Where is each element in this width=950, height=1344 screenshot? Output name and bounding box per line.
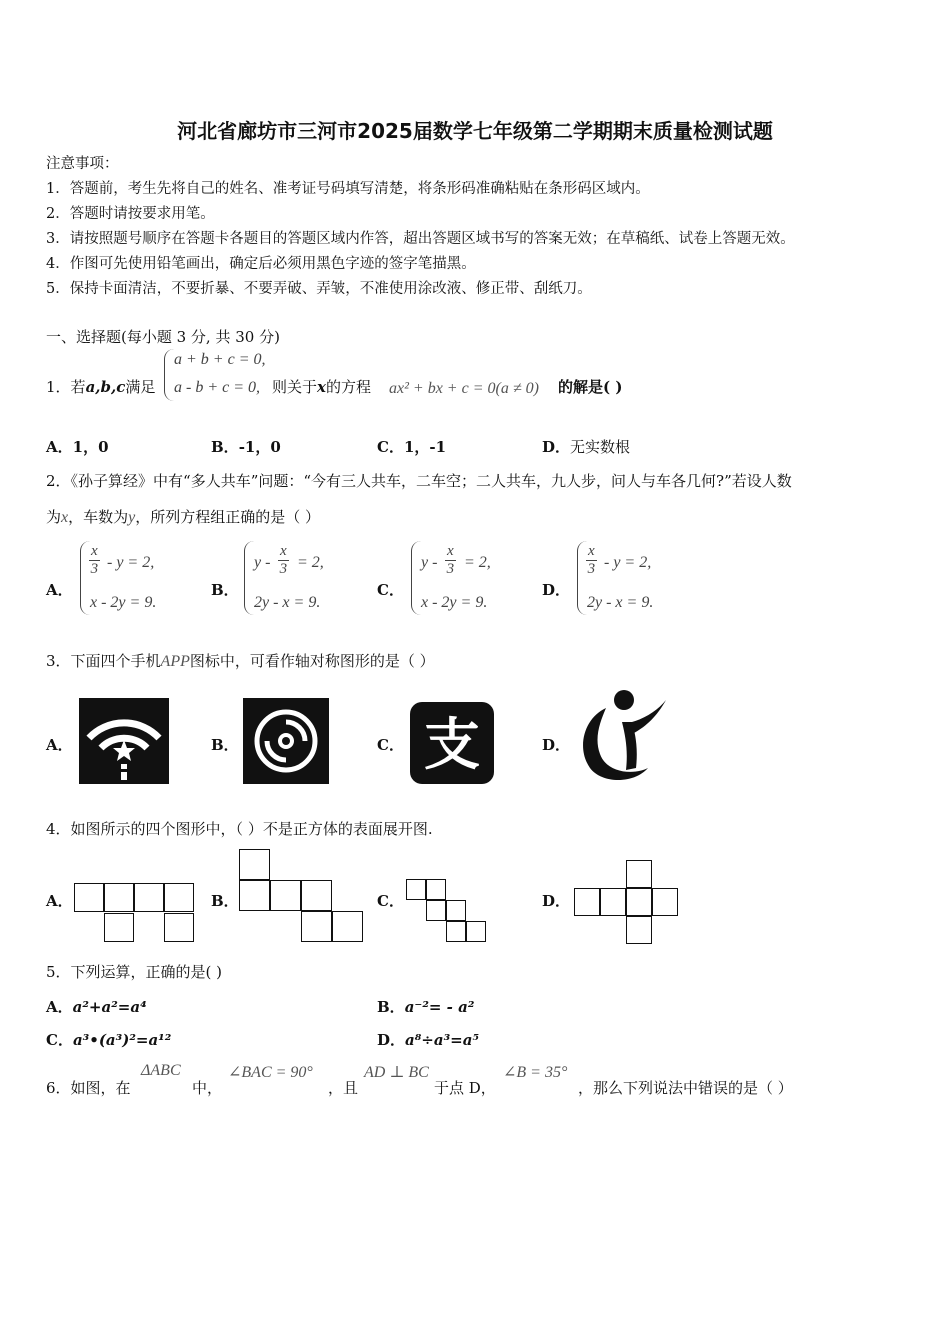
section-heading: 一、选择题(每小题 3 分, 共 30 分) (46, 328, 280, 346)
q2-b-row2: 2y - x = 9. (254, 594, 321, 611)
q2-a-row1: - y = 2, (107, 554, 155, 571)
q1-question-text: 则关于x的方程 (272, 378, 371, 396)
q1-equation: ax² + bx + c = 0(a ≠ 0) (389, 380, 539, 397)
q2-a-fraction: $\frac{x}{3}$ (90, 543, 99, 577)
q2-option-d-system[interactable] (577, 541, 681, 615)
q2-b-row1-right: = 2, (297, 554, 324, 571)
q1-system-row-1: a + b + c = 0, (174, 351, 266, 368)
q1-option-a[interactable]: A．1，0 (46, 438, 109, 456)
q2-text-line2: 为x，车数为y，所列方程组正确的是（ ） (46, 508, 321, 526)
q4-option-d-label[interactable]: D． (542, 892, 571, 910)
q1-option-d[interactable]: D．无实数根 (542, 438, 631, 456)
q3-option-d-label[interactable]: D． (542, 736, 571, 754)
q1-equation-system (164, 349, 273, 401)
q5-option-a[interactable]: A．a²+a²=a⁴ (46, 998, 147, 1016)
q2-c-row2: x - 2y = 9. (421, 594, 488, 611)
q2-b-fraction: $\frac{x}{3}$ (279, 543, 288, 577)
q4-text: 4．如图所示的四个图形中，（ ）不是正方体的表面展开图. (46, 820, 433, 838)
q2-text-line1: 2．《孙子算经》中有“多人共车”问题：“今有三人共车，二车空；二人共车，九人步，问人与车各几何?”若设人数 (46, 472, 792, 490)
notice-heading: 注意事项： (46, 156, 119, 172)
q2-option-a-label[interactable]: A． (46, 581, 73, 599)
q2-option-a-system[interactable] (80, 541, 179, 615)
q2-option-d-label[interactable]: D． (542, 581, 571, 599)
q1-number: 1．若a,b,c满足 (46, 378, 156, 396)
q4-option-a-label[interactable]: A． (46, 892, 73, 910)
q2-c-fraction: $\frac{x}{3}$ (446, 543, 455, 577)
q6-text-e: ，那么下列说法中错误的是（ ） (578, 1079, 793, 1097)
q2-option-c-system[interactable] (411, 541, 515, 615)
person-swoosh-icon[interactable] (576, 688, 670, 784)
q5-text: 5．下列运算，正确的是( ) (46, 963, 223, 981)
q6-triangle: ΔABC (141, 1062, 181, 1079)
q3-option-c-label[interactable]: C． (377, 736, 404, 754)
page-title: 河北省廊坊市三河市2025届数学七年级第二学期期末质量检测试题 (177, 119, 773, 143)
pay-icon-glyph: 支 (424, 713, 480, 778)
q1-tail: 的解是( ) (558, 378, 623, 396)
q2-c-row1-left: y - (421, 554, 438, 571)
q1-option-b[interactable]: B．-1，0 (211, 438, 281, 456)
q2-d-fraction: $\frac{x}{3}$ (587, 543, 596, 577)
q4-option-c-label[interactable]: C． (377, 892, 404, 910)
q3-option-a-label[interactable]: A． (46, 736, 73, 754)
q1-system-row-2: a - b + c = 0, (174, 379, 261, 396)
q2-b-row1-left: y - (254, 554, 271, 571)
q6-angle-bac: ∠BAC = 90° (228, 1064, 313, 1081)
notice-item-1: 1．答题前，考生先将自己的姓名、准考证号码填写清楚，将条形码准确粘贴在条形码区域内。 (46, 181, 650, 197)
q5-option-c[interactable]: C．a³•(a³)²=a¹² (46, 1031, 172, 1049)
notice-item-4: 4．作图可先使用铅笔画出，确定后必须用黑色字迹的签字笔描黑。 (46, 256, 476, 272)
q6-perpendicular: AD ⊥ BC (364, 1064, 429, 1081)
q2-option-b-system[interactable] (244, 541, 348, 615)
q4-option-b-label[interactable]: B． (211, 892, 239, 910)
q6-text-a: 6．如图，在 (46, 1079, 131, 1097)
notice-item-5: 5．保持卡面清洁，不要折暴、不要弄破、弄皱，不准使用涂改液、修正带、刮纸刀。 (46, 281, 592, 297)
q2-option-b-label[interactable]: B． (211, 581, 239, 599)
q2-d-row1: - y = 2, (604, 554, 652, 571)
q3-text: 3．下面四个手机APP图标中，可看作轴对称图形的是（ ） (46, 652, 435, 670)
notice-item-2: 2．答题时请按要求用笔。 (46, 206, 215, 222)
q2-option-c-label[interactable]: C． (377, 581, 404, 599)
q1-option-c[interactable]: C．1，-1 (377, 438, 447, 456)
q2-c-row1-right: = 2, (464, 554, 491, 571)
q2-d-row2: 2y - x = 9. (587, 594, 654, 611)
q5-option-b[interactable]: B．a⁻²= - a² (377, 998, 475, 1016)
pay-icon[interactable] (410, 702, 494, 784)
notice-item-3: 3．请按照题号顺序在答题卡各题目的答题区域内作答，超出答题区域书写的答案无效；在草稿纸、试卷上答题无效。 (46, 231, 795, 247)
q2-a-row2: x - 2y = 9. (90, 594, 157, 611)
q6-text-b: 中， (192, 1079, 223, 1097)
q6-text-c: ，且 (328, 1079, 359, 1097)
q6-angle-b: ∠B = 35° (503, 1064, 568, 1081)
swirl-icon[interactable] (243, 698, 329, 784)
q3-option-b-label[interactable]: B． (211, 736, 239, 754)
q5-option-d[interactable]: D．a⁸÷a³=a⁵ (377, 1031, 480, 1049)
wifi-icon[interactable] (79, 698, 169, 784)
q6-text-d: 于点 D， (434, 1079, 496, 1097)
